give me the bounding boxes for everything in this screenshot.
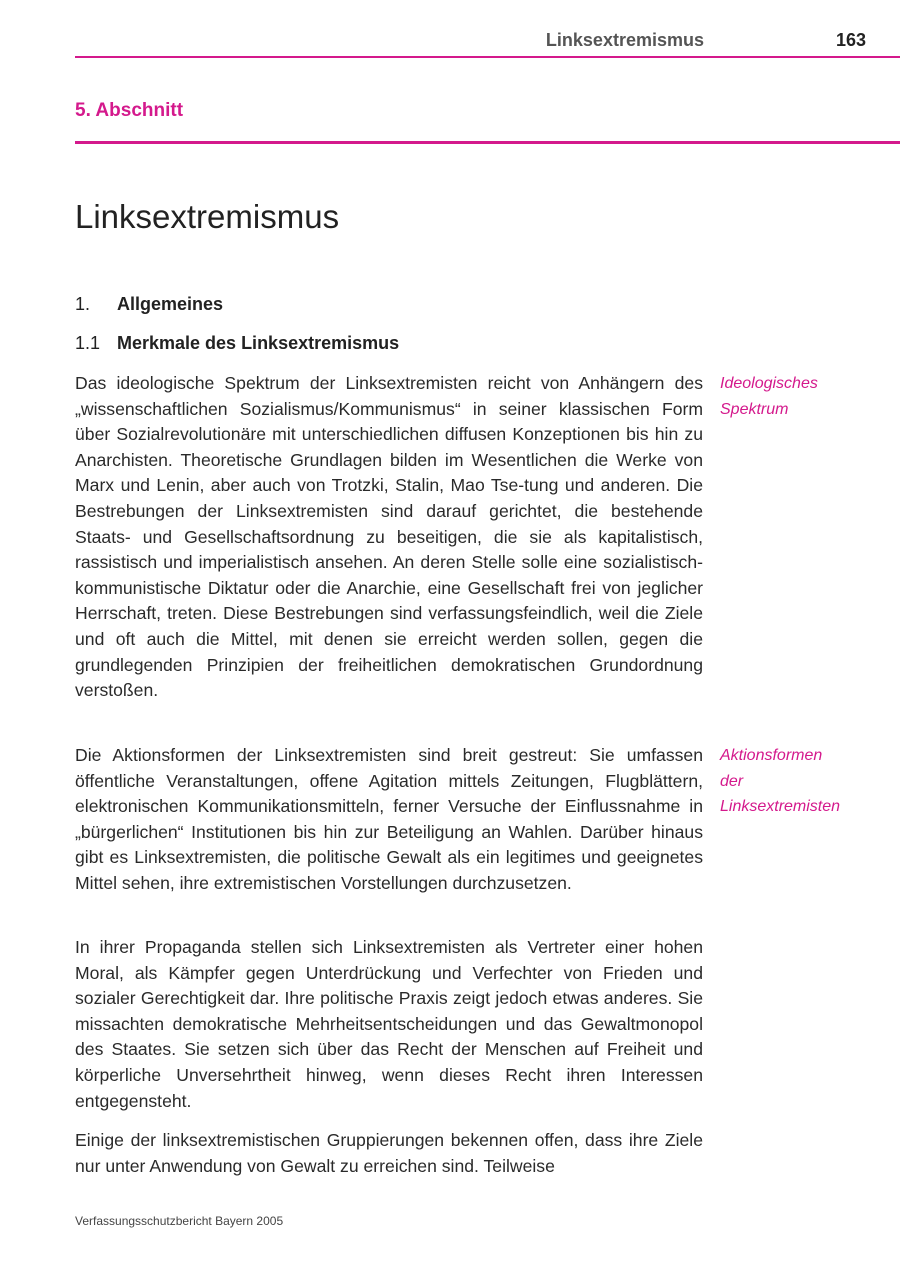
page-number: 163 <box>835 30 866 50</box>
heading-number: 1.1 <box>75 333 101 353</box>
heading-text: Merkmale des Linksextremismus <box>117 333 400 353</box>
heading-number: 1. <box>75 294 91 314</box>
running-header-title: Linksextremismus <box>545 30 704 50</box>
footer-text: Verfassungsschutzbericht Bayern 2005 <box>75 1214 284 1228</box>
body-paragraph: Die Aktionsformen der Linksextremisten sind breit gestreut: Sie umfassen öffentliche Veranstaltungen, offene Agitation mittels Zeitungen, Flugblättern, elektronischen Kommunikationsmitteln, ferner Versuche der Einflussnahme in „bürgerlichen“ Institutionen bis hin zur Beteiligung an Wahlen. Darüber hinaus gibt es Linksextremisten, die politische Gewalt als ein legitimes und geeignetes Mittel sehen, ihre extremistischen Vorstellungen durchzusetzen. <box>75 745 703 893</box>
heading-level-2 <box>75 333 399 354</box>
header-rule <box>75 56 900 58</box>
body-paragraph: Das ideologische Spektrum der Linksextremisten reicht von Anhängern des „wissenschaftlichen Sozialismus/Kommunismus“ in seiner klassischen Form über Sozialrevolutionäre mit unterschiedlichen diffusen Konzeptionen bis hin zu Anarchisten. Theoretische Grundlagen bilden im Wesentlichen die Werke von Marx und Lenin, aber auch von Trotzki, Stalin, Mao Tse-tung und anderen. Die Bestrebungen der Linksextremisten sind darauf gerichtet, die bestehende Staats- und Gesellschaftsordnung zu beseitigen, die sie als kapitalistisch, rassistisch und imperialistisch ansehen. An deren Stelle solle eine sozialistisch-kommunistische Diktatur oder die Anarchie, eine Gesellschaft frei von jeglicher Herrschaft, treten. Diese Bestrebungen sind verfassungsfeindlich, weil die Ziele und oft auch die Mittel, mit denen sie erreicht werden sollen, gegen die grundlegenden Prinzipien der freiheitlichen demokratischen Grundordnung verstoßen. <box>75 373 703 701</box>
section-rule <box>75 141 900 144</box>
heading-text: Allgemeines <box>117 294 224 314</box>
heading-level-1 <box>75 294 223 315</box>
chapter-title: Linksextremismus <box>75 198 340 235</box>
section-label: 5. Abschnitt <box>75 100 184 121</box>
margin-note: Aktionsformen der Linksextremisten <box>720 747 841 816</box>
margin-note: Ideologisches Spektrum <box>720 375 818 418</box>
body-paragraph: In ihrer Propaganda stellen sich Linksextremisten als Vertreter einer hohen Moral, als Kämpfer gegen Unterdrückung und Verfechter von Frieden und sozialer Gerechtigkeit dar. Ihre politische Praxis zeigt jedoch etwas anderes. Sie missachten demokratische Mehrheitsentscheidungen und das Gewaltmonopol des Staates. Sie setzen sich über das Recht der Menschen auf Freiheit und körperliche Unversehrtheit hinweg, wenn dieses Recht ihren Interessen entgegensteht. <box>75 937 703 1111</box>
body-paragraph: Einige der linksextremistischen Gruppierungen bekennen offen, dass ihre Ziele nur unter Anwendung von Gewalt zu erreichen sind. Teilweise <box>75 1130 703 1176</box>
